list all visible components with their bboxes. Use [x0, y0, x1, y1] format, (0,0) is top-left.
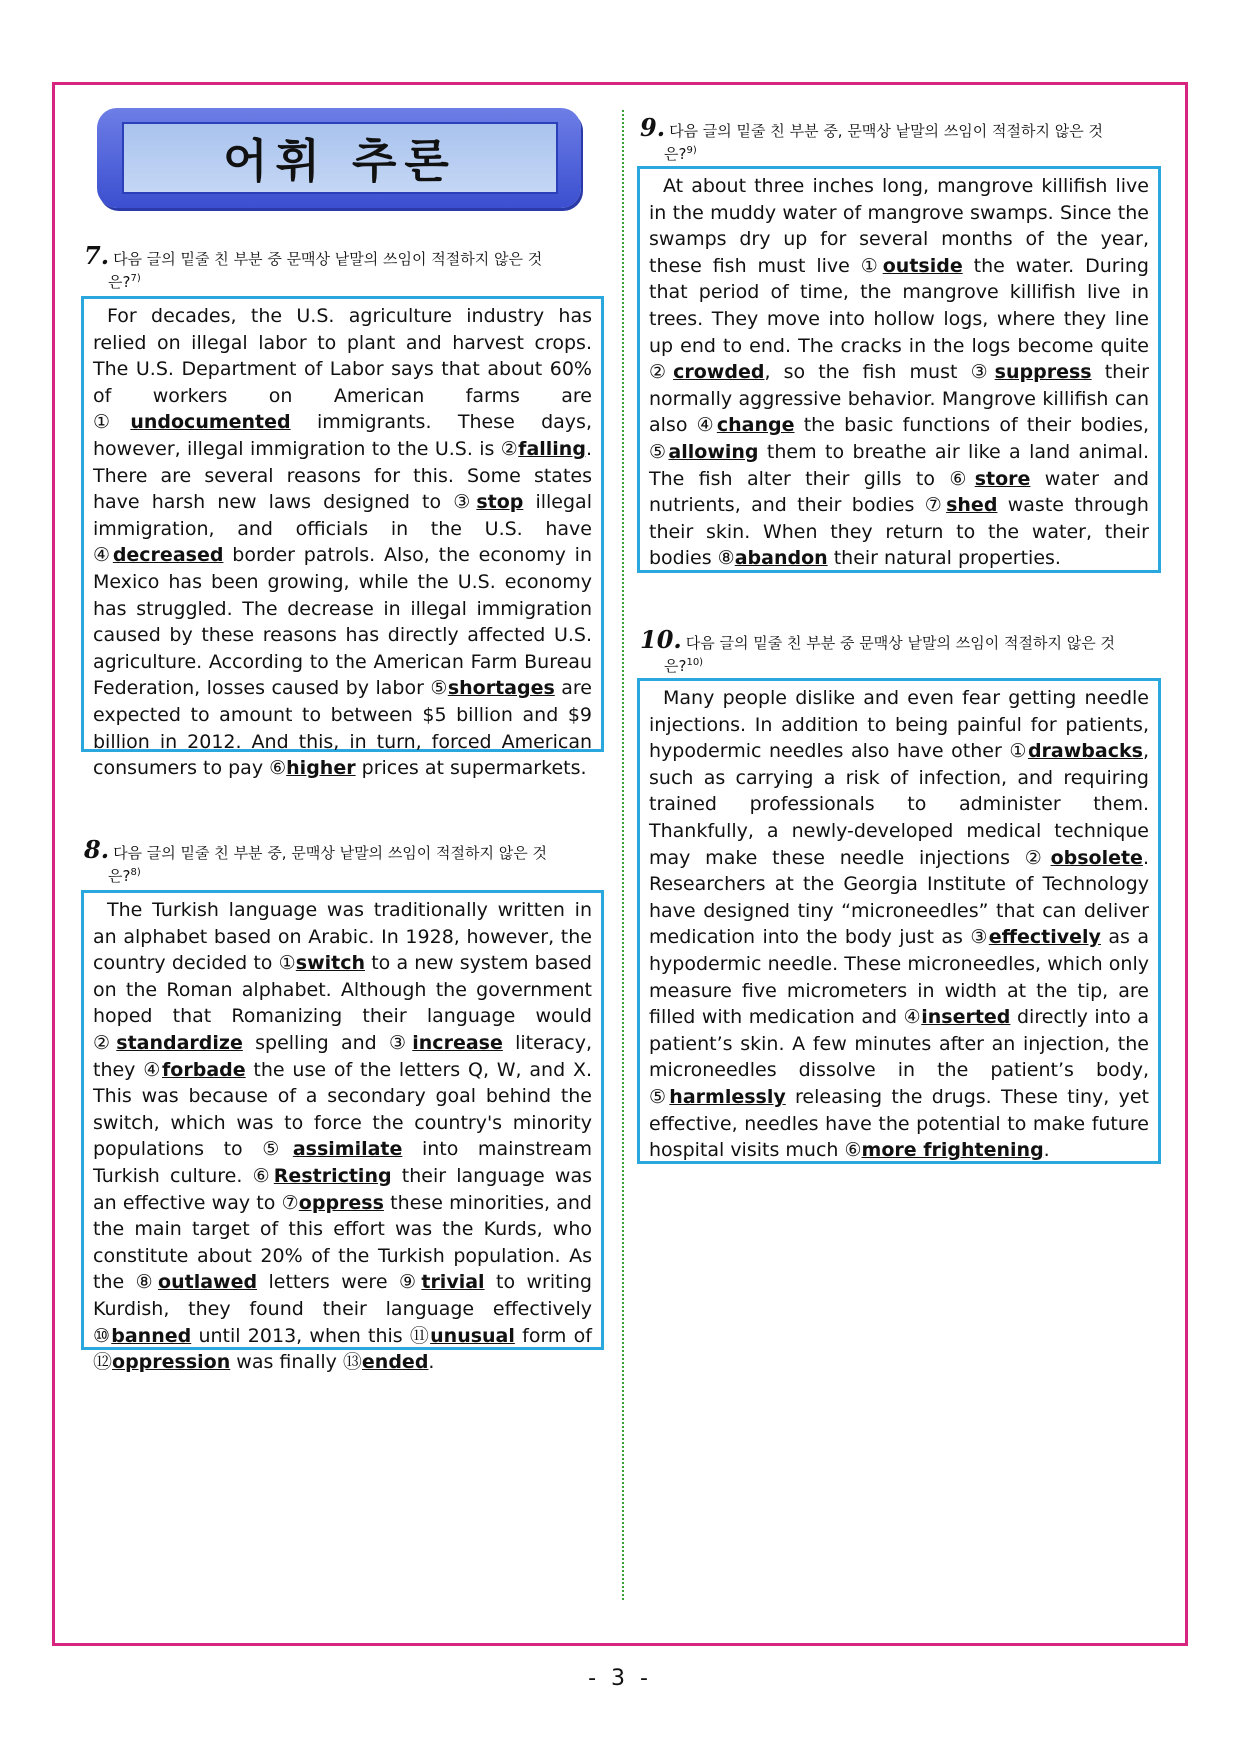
underlined-word: ended — [361, 1351, 429, 1374]
section-title: 어휘 추론 — [122, 122, 558, 194]
question-number: 7. — [84, 241, 110, 270]
passage-box-9 — [637, 166, 1161, 573]
underlined-word: change — [716, 414, 795, 437]
choice-marker: ⑪ — [409, 1324, 431, 1347]
question-prompt: 다음 글의 밑줄 친 부분 중, 문맥상 낱말의 쓰임이 적절하지 않은 것 — [113, 844, 548, 862]
question-header-10 — [640, 625, 1160, 676]
footnote-marker: 8) — [130, 867, 141, 878]
passage-box-8 — [81, 890, 604, 1374]
underlined-word: higher — [286, 757, 356, 780]
choice-marker: ② — [649, 361, 674, 384]
choice-marker: ⑨ — [398, 1271, 422, 1294]
choice-marker: ⑤ — [649, 1085, 670, 1108]
underlined-word: crowded — [673, 361, 765, 384]
choice-marker: ⑧ — [135, 1271, 159, 1294]
passage-text: The Turkish language was traditionally written in an alphabet based on Arabic. In 1928, however, the country decided to ①switch to a new system based on the Roman alphabet. Although the government hoped that Romanizing their language would ②standardize spelling and ③increase literacy, they ④forbade the use of the letters Q, W, and X. This was because of a secondary goal behind the switch, which was to force the country's minority populations to ⑤assimilate into mainstream Turkish culture. ⑥Restricting their language was an effective way to ⑦oppress these minorities, and the main target of this effort was the Kurds, who constitute about 20% of the Turkish population. As the ⑧outlawed letters were ⑨trivial to writing Kurdish, they found their language effectively ⑩banned until 2013, when this ⑪unusual form of ⑫oppression was finally ⑬ended. — [93, 899, 592, 1374]
passage-text: Many people dislike and even fear getting needle injections. In addition to being painful for patients, hypodermic needles also have other ①drawbacks, such as carrying a risk of infection, and requiring trained professionals to administer them. Thankfully, a newly-developed medical technique may make these needle injections ②obsolete. Researchers at the Georgia Institute of Technology have designed tiny “microneedles” that can deliver medication into the body just as ③effectively as a hypodermic needle. These microneedles, which only measure five micrometers in width at the tip, are filled with medication and ④inserted directly into a patient’s skin. A few minutes after an injection, the microneedles dissolve in the patient’s body, ⑤harmlessly releasing the drugs. These tiny, yet effective, needles have the potential to make future hospital visits much ⑥more frightening. — [649, 687, 1149, 1162]
underlined-word: falling — [518, 437, 586, 460]
page-number: - 3 - — [588, 1666, 652, 1691]
choice-marker: ⑤ — [430, 677, 448, 700]
choice-marker: ⑥ — [252, 1164, 274, 1187]
question-prompt: 다음 글의 밑줄 친 부분 중, 문맥상 낱말의 쓰임이 적절하지 않은 것 — [669, 122, 1104, 140]
underlined-word: oppression — [112, 1351, 231, 1374]
choice-marker: ① — [278, 952, 296, 975]
choice-marker: ④ — [93, 544, 113, 567]
question-number: 10. — [640, 625, 682, 654]
underlined-word: Restricting — [273, 1164, 392, 1187]
choice-marker: ② — [93, 1031, 117, 1054]
underlined-word: store — [974, 467, 1031, 490]
choice-marker: ④ — [143, 1058, 163, 1081]
choice-marker: ⑥ — [269, 757, 287, 780]
choice-marker: ⑧ — [717, 547, 735, 570]
choice-marker: ④ — [696, 414, 717, 437]
choice-marker: ③ — [970, 361, 995, 384]
footnote-marker: 9) — [686, 145, 697, 156]
passage-text: For decades, the U.S. agriculture industry has relied on illegal labor to plant and harvest crops. The U.S. Department of Labor says that about 60% of workers on American farms are ①undocumented immigrants. These days, however, illegal immigration to the U.S. is ②falling. There are several reasons for this. Some states have harsh new laws designed to ③stop illegal immigration, and officials in the U.S. have ④decreased border patrols. Also, the economy in Mexico has been growing, while the U.S. economy has struggled. The decrease in illegal immigration caused by these reasons has directly affected U.S. agriculture. According to the American Farm Bureau Federation, losses caused by labor ⑤shortages are expected to amount to between $5 billion and $9 billion in 2012. And this, in turn, forced American consumers to pay ⑥higher prices at supermarkets. — [93, 305, 592, 780]
passage-box-7 — [81, 296, 604, 780]
underlined-word: allowing — [668, 440, 759, 463]
question-number: 8. — [84, 835, 110, 864]
choice-marker: ⑥ — [844, 1139, 862, 1162]
underlined-word: stop — [476, 491, 524, 514]
underlined-word: obsolete — [1050, 846, 1143, 869]
question-prompt-end: 은? — [664, 657, 687, 675]
underlined-word: oppress — [298, 1191, 384, 1214]
underlined-word: more frightening — [861, 1139, 1044, 1162]
underlined-word: shortages — [447, 677, 555, 700]
choice-marker: ① — [860, 254, 883, 277]
underlined-word: increase — [412, 1031, 503, 1054]
choice-marker: ⑤ — [649, 440, 669, 463]
choice-marker: ⑩ — [93, 1324, 112, 1347]
passage-text: At about three inches long, mangrove killifish live in the muddy water of mangrove swamps. Since the swamps dry up for several months of the year, these fish must live ①outside the water. During that period of time, the mangrove killifish live in trees. They move into hollow logs, where they line up end to end. The cracks in the logs become quite ②crowded, so the fish must ③suppress their normally aggressive behavior. Mangrove killifish can also ④change the basic functions of their bodies, ⑤allowing them to breathe air like a land animal. The fish alter their gills to ⑥store water and nutrients, and their bodies ⑦shed waste through their skin. When they return to the water, their bodies ⑧abandon their natural properties. — [649, 175, 1149, 570]
underlined-word: abandon — [734, 547, 828, 570]
choice-marker: ⑬ — [342, 1351, 362, 1374]
choice-marker: ① — [93, 411, 131, 434]
choice-marker: ③ — [453, 491, 477, 514]
footnote-marker: 10) — [686, 657, 704, 668]
choice-marker: ⑥ — [949, 467, 975, 490]
question-header-8 — [84, 835, 604, 886]
underlined-word: banned — [111, 1324, 192, 1347]
question-prompt-end: 은? — [108, 273, 131, 291]
question-header-7 — [84, 241, 604, 292]
underlined-word: drawbacks — [1027, 740, 1143, 763]
choice-marker: ② — [500, 437, 519, 460]
underlined-word: standardize — [116, 1031, 243, 1054]
choice-marker: ④ — [903, 1006, 922, 1029]
underlined-word: shed — [946, 494, 998, 517]
underlined-word: decreased — [112, 544, 224, 567]
underlined-word: suppress — [994, 361, 1092, 384]
footnote-marker: 7) — [130, 273, 141, 284]
question-number: 9. — [640, 113, 666, 142]
underlined-word: outside — [882, 254, 963, 277]
choice-marker: ⑫ — [93, 1351, 113, 1374]
underlined-word: undocumented — [130, 411, 291, 434]
question-prompt: 다음 글의 밑줄 친 부분 중 문맥상 낱말의 쓰임이 적절하지 않은 것 — [113, 250, 543, 268]
underlined-word: assimilate — [292, 1138, 403, 1161]
choice-marker: ② — [1024, 846, 1051, 869]
underlined-word: harmlessly — [669, 1085, 786, 1108]
choice-marker: ⑤ — [262, 1138, 293, 1161]
question-header-9 — [640, 113, 1160, 164]
underlined-word: effectively — [988, 926, 1101, 949]
underlined-word: forbade — [162, 1058, 246, 1081]
choice-marker: ⑦ — [924, 494, 947, 517]
underlined-word: switch — [295, 952, 366, 975]
question-prompt-end: 은? — [664, 145, 687, 163]
choice-marker: ⑦ — [281, 1191, 299, 1214]
underlined-word: trivial — [421, 1271, 485, 1294]
underlined-word: inserted — [921, 1006, 1011, 1029]
underlined-word: outlawed — [158, 1271, 258, 1294]
question-prompt: 다음 글의 밑줄 친 부분 중 문맥상 낱말의 쓰임이 적절하지 않은 것 — [685, 634, 1115, 652]
question-prompt-end: 은? — [108, 867, 131, 885]
choice-marker: ③ — [389, 1031, 413, 1054]
passage-box-10 — [637, 678, 1161, 1164]
underlined-word: unusual — [430, 1324, 515, 1347]
choice-marker: ① — [1009, 740, 1028, 763]
column-divider — [622, 110, 624, 1600]
choice-marker: ③ — [970, 926, 989, 949]
